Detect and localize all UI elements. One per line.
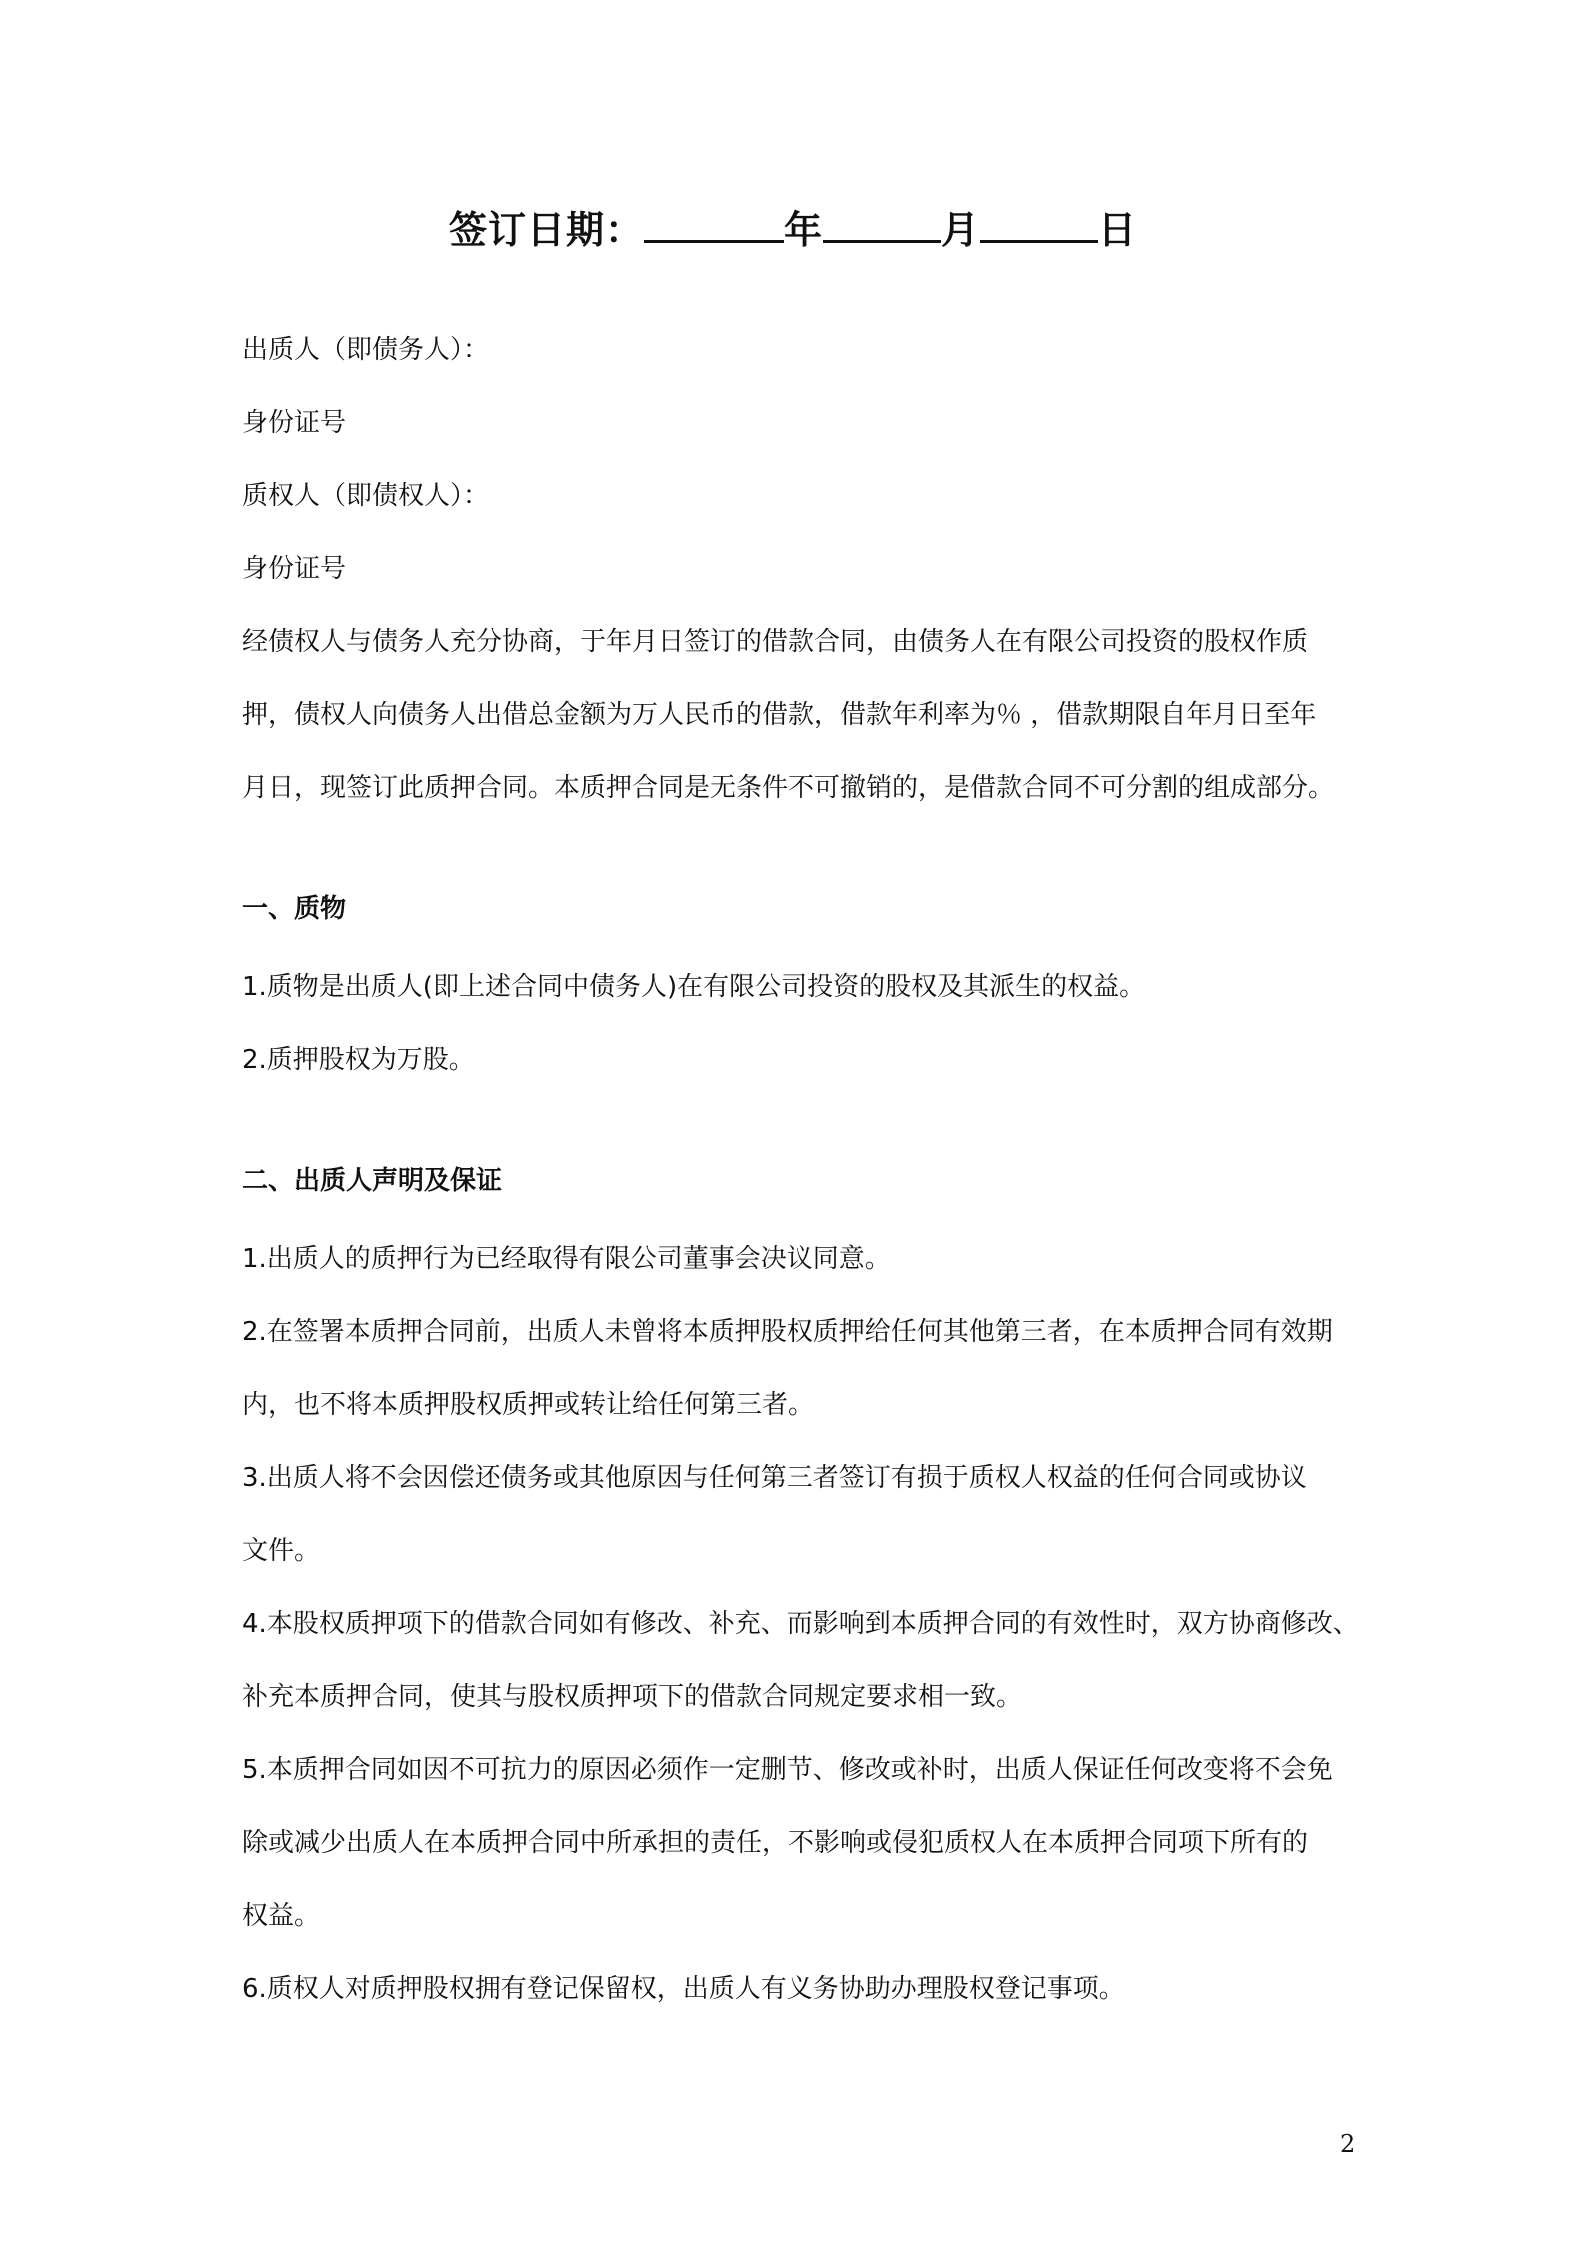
clause-line: 4.本股权质押项下的借款合同如有修改、补充、而影响到本质押合同的有效性时，双方协商修改、	[242, 1609, 1359, 1639]
clause-line: 1.出质人的质押行为已经取得有限公司董事会决议同意。	[242, 1244, 891, 1274]
clause-line: 文件。	[242, 1536, 321, 1566]
preamble-line: 押，债权人向债务人出借总金额为万人民币的借款，借款年利率为％ ，借款期限自年月日至年	[242, 700, 1317, 730]
clause-line: 1.质物是出质人(即上述合同中债务人)在有限公司投资的股权及其派生的权益。	[242, 972, 1146, 1002]
preamble-line: 经债权人与债务人充分协商，于年月日签订的借款合同，由债务人在有限公司投资的股权作质	[242, 627, 1309, 657]
pledgor-id-label: 身份证号	[242, 408, 347, 438]
day-blank	[980, 196, 1098, 243]
day-label: 日	[1098, 208, 1138, 252]
clause-line: 3.出质人将不会因偿还债务或其他原因与任何第三者签订有损于质权人权益的任何合同或协议	[242, 1463, 1307, 1493]
clause-line: 6.质权人对质押股权拥有登记保留权，出质人有义务协助办理股权登记事项。	[242, 1974, 1125, 2004]
month-blank	[823, 196, 941, 243]
sign-date-heading	[0, 196, 1586, 260]
clause-line: 补充本质押合同，使其与股权质押项下的借款合同规定要求相一致。	[242, 1682, 1023, 1712]
clause-line: 5.本质押合同如因不可抗力的原因必须作一定删节、修改或补时，出质人保证任何改变将不会免	[242, 1755, 1333, 1785]
section-heading: 一、质物	[242, 894, 347, 924]
sign-date-label: 签订日期：	[448, 208, 644, 252]
clause-line: 2.在签署本质押合同前，出质人未曾将本质押股权质押给任何其他第三者，在本质押合同有效期	[242, 1317, 1333, 1347]
year-blank	[644, 196, 784, 243]
page-number: 2	[1340, 2130, 1356, 2158]
clause-line: 内，也不将本质押股权质押或转让给任何第三者。	[242, 1390, 815, 1420]
year-label: 年	[783, 208, 823, 252]
month-label: 月	[941, 208, 981, 252]
clause-line: 权益。	[242, 1901, 321, 1931]
clause-line: 2.质押股权为万股。	[242, 1045, 475, 1075]
contract-body	[242, 318, 1362, 2007]
clause-line: 除或减少出质人在本质押合同中所承担的责任，不影响或侵犯质权人在本质押合同项下所有的	[242, 1828, 1309, 1858]
section-heading: 二、出质人声明及保证	[242, 1166, 503, 1196]
preamble-line: 月日，现签订此质押合同。本质押合同是无条件不可撤销的，是借款合同不可分割的组成部分。	[242, 773, 1335, 803]
pledgee-id-label: 身份证号	[242, 554, 347, 584]
pledgee-label: 质权人（即债权人）：	[242, 481, 490, 511]
pledgor-label: 出质人（即债务人）：	[242, 335, 490, 365]
